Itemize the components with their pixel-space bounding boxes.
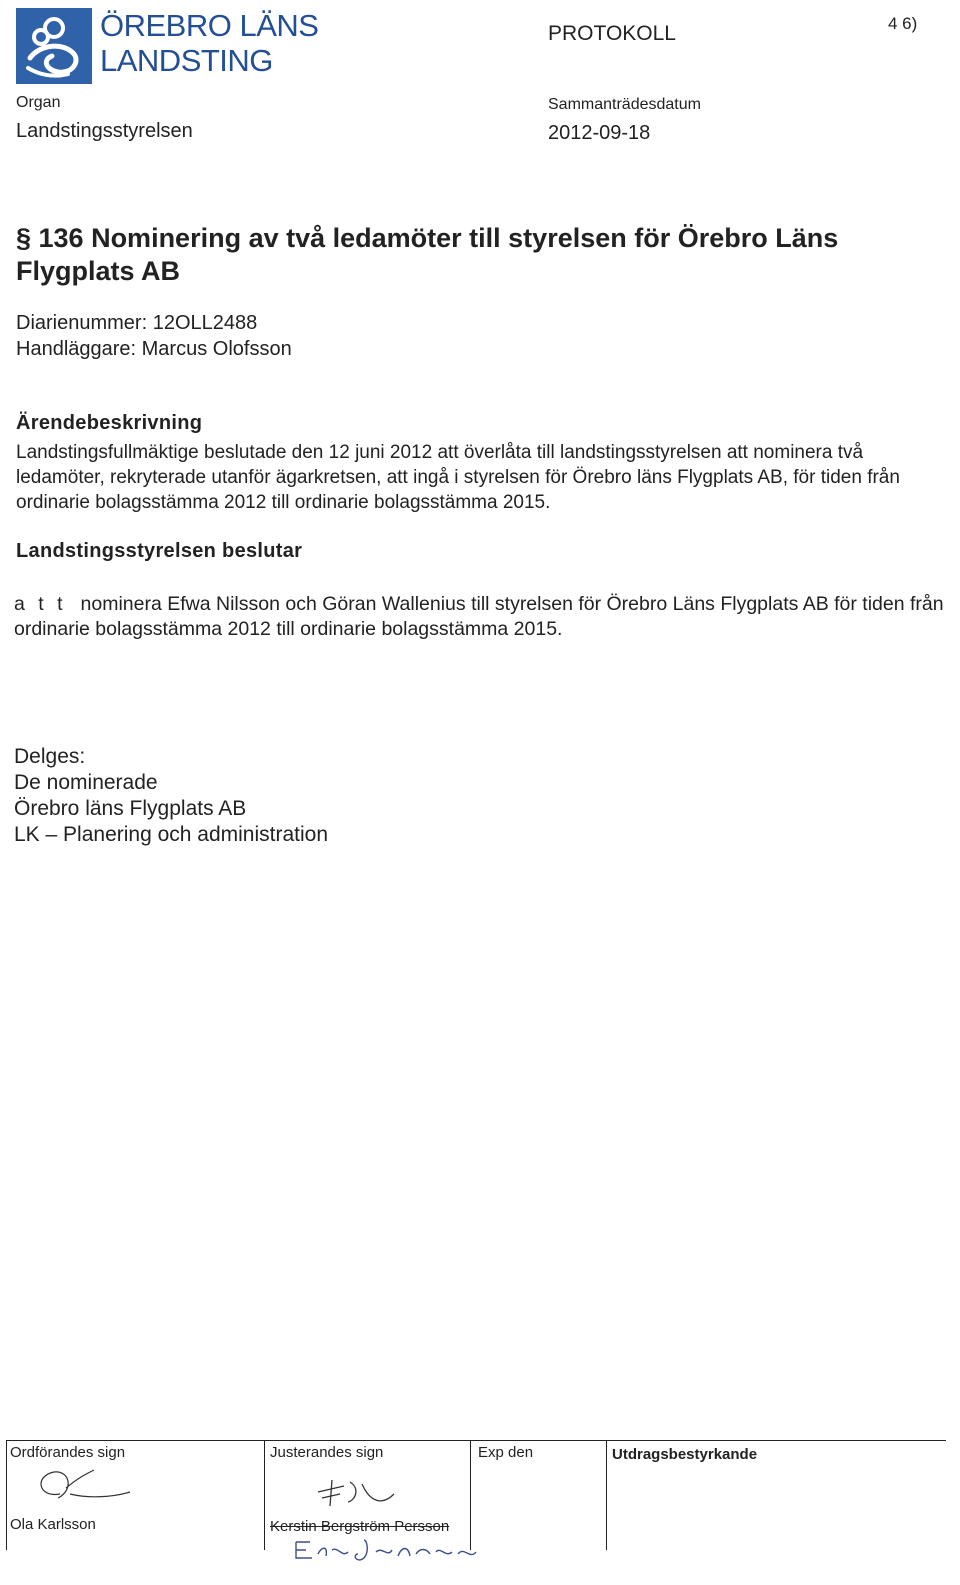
organ-label: Organ	[16, 94, 61, 111]
logo-line-2: LANDSTING	[100, 43, 273, 78]
att-marker: a t t	[14, 593, 67, 615]
extract-certification-label: Utdragsbestyrkande	[612, 1446, 758, 1463]
signature-divider	[470, 1440, 471, 1550]
adjuster-name: Kerstin Bergström Persson	[270, 1518, 450, 1535]
document-type: PROTOKOLL	[548, 22, 676, 45]
decision-body: nominera Efwa Nilsson och Göran Wallenius till styrelsen för Örebro Läns Flygplats AB för tiden från ordinarie bolagsstämma 2012 till ordinarie bolagsstämma 2015.	[14, 593, 944, 640]
case-info	[16, 310, 292, 362]
paragraph-title: § 136 Nominering av två ledamöter till styrelsen för Örebro Läns Flygplats AB	[16, 223, 839, 286]
signature-top-rule	[6, 1440, 946, 1441]
distribution-item: De nominerade	[14, 771, 158, 794]
signature-block	[0, 1428, 960, 1578]
mother-child-icon	[16, 8, 92, 84]
distribution-list	[14, 744, 328, 848]
adjuster-signature-scribble	[310, 1472, 400, 1512]
landsting-logo-emblem	[16, 8, 92, 84]
adjuster-sign-label: Justerandes sign	[270, 1444, 384, 1461]
distribution-label: Delges:	[14, 745, 86, 768]
description-text: Landstingsfullmäktige beslutade den 12 juni 2012 att överlåta till landstingsstyrelsen att nominera två ledamöter, rekryterade utanför ägarkretsen, att ingå i styrelsen för Örebro läns Flygplats AB, för tiden från ordinarie bolagsstämma 2012 till ordinarie bolagsstämma 2015.	[16, 442, 900, 513]
page-number: 4 6)	[888, 14, 918, 33]
signature-divider	[606, 1440, 607, 1550]
chair-name: Ola Karlsson	[10, 1516, 96, 1533]
logo-line-1: ÖREBRO LÄNS	[100, 8, 319, 43]
expedition-date-label: Exp den	[478, 1444, 534, 1461]
signature-divider	[264, 1440, 265, 1550]
handwritten-name-eric-johansson	[290, 1536, 480, 1566]
signature-divider	[6, 1440, 7, 1550]
diary-number: Diarienummer: 12OLL2488	[16, 312, 258, 334]
meeting-date-label: Sammanträdesdatum	[548, 96, 701, 113]
organisation-name	[100, 8, 318, 78]
distribution-item: LK – Planering och administration	[14, 823, 329, 846]
organ-value: Landstingsstyrelsen	[16, 120, 193, 142]
decision-text	[14, 592, 954, 642]
decision-heading: Landstingsstyrelsen beslutar	[16, 540, 303, 562]
case-officer: Handläggare: Marcus Olofsson	[16, 338, 292, 360]
chair-sign-label: Ordförandes sign	[10, 1444, 126, 1461]
distribution-item: Örebro läns Flygplats AB	[14, 797, 247, 820]
description-heading: Ärendebeskrivning	[16, 412, 203, 434]
chair-signature-scribble	[30, 1464, 140, 1514]
meeting-date-value: 2012-09-18	[548, 122, 651, 144]
